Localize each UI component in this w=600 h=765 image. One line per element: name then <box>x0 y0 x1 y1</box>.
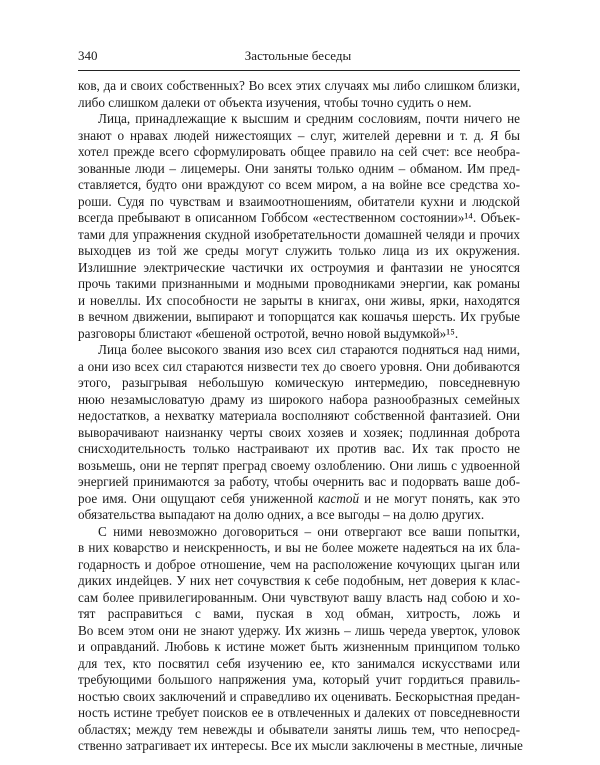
text-line: Во всем этом они не знают удержу. Их жизнь – лишь череда уверток, уловок <box>78 622 520 638</box>
text-line: знают о нравах людей нижестоящих – слуг, жителей деревни и т. д. Я бы <box>78 127 520 143</box>
text-line: хотел прежде всего сформулировать общее правило на сей счет: все необра- <box>78 144 520 159</box>
text-line: возьмешь, они не терпят преград своему озлоблению. Они лишь с удвоенной <box>78 457 520 473</box>
text-line: С ними невозможно договориться – они отвергают все ваши попытки, <box>98 523 520 539</box>
text-line: разговоры блистают «бешеной остротой, вечно новой выдумкой»¹⁵. <box>78 325 459 341</box>
emphasized-word: кастой <box>318 490 360 506</box>
text-line: обязательства выпадают на долю одних, а все выгоды – на долю других. <box>78 507 485 522</box>
text-line: сам более привилегированным. Они чувствуют вашу власть над собою и хо- <box>78 589 520 605</box>
text-line: недостатков, а нехватку материала восполняют собственной фантазией. Они <box>78 408 520 423</box>
text-line: Лица более высокого звания изо всех сил стараются подняться над ними, <box>98 342 520 357</box>
text-line: и оправданий. Любовь к истине может быть жизненным принципом только <box>78 639 520 654</box>
text-line: Излишние электрические частички их остроумия и фантазии не уносятся <box>78 259 520 275</box>
text-line: нюю незамысловатую драму из широкого набора разнообразных семейных <box>78 391 520 407</box>
text-line: зованные люди – лицемеры. Они заняты только одним – обманом. Им пред- <box>78 160 520 176</box>
text-line: тят расправиться с вами, пуская в ход обман, хитрость, ложь и <box>78 606 520 621</box>
text-line: требующими большого напряжения ума, который учит гордиться правиль- <box>78 672 520 687</box>
text-line: областях; между тем невежды и обыватели заняты лишь тем, что непосред- <box>78 721 520 737</box>
text-line: и новеллы. Их способности не зарыты в книгах, они живы, ярки, находятся <box>78 292 520 308</box>
text-line: ность истине требует поисков ее в отвлеченных и далеких от повседневности <box>78 705 520 720</box>
header-rule <box>78 70 520 71</box>
text-line: рое имя. Они ощущают себя униженной кастой и не могут понять, как это <box>78 490 520 506</box>
text-line: а они изо всех сил стараются низвести тех до своего уровня. Они добиваются <box>78 358 520 374</box>
text-line: тами для упражнения скудной изобретательности домашней челяди и прочих <box>78 226 520 242</box>
running-head: Застольные беседы <box>244 48 352 63</box>
text-line: ков, да и своих собственных? Во всех этих случаях мы либо слишком близки, <box>78 78 520 93</box>
text-line: выходцев из той же среды могут служить только лица из их окружения. <box>78 243 520 258</box>
page-header <box>78 48 518 68</box>
body-text <box>78 78 523 755</box>
paragraph <box>78 523 523 755</box>
text-line: снисходительность только настраивают их против вас. Их так просто не <box>78 441 520 456</box>
text-line: ностью своих заключений и справедливо их оценивать. Бескорыстная предан- <box>78 688 520 704</box>
text-line: прочь такими признанными и модными проводниками энергии, как романы <box>78 276 520 291</box>
text-line: энергией принимаются за работу, чтобы очернить вас и подорвать ваше доб- <box>78 474 520 489</box>
text-line: либо слишком далеки от объекта изучения, чтобы точно судить о нем. <box>78 94 472 110</box>
text-line: ставляется, будто они враждуют со всем миром, а на войне все средства хо- <box>78 177 520 192</box>
text-line: Лица, принадлежащие к высшим и средним сословиям, почти ничего не <box>98 111 520 126</box>
text-line: выворачивают наизнанку черты своих хозяев и хозяек; подлинная доброта <box>78 424 520 440</box>
text-line: этого, разыгрывая небольшую комическую интермедию, повседневную <box>78 375 520 390</box>
text-line: в них коварство и неискренность, и вы не более можете надеяться на их бла- <box>78 540 520 555</box>
text-line: ственно затрагивает их интересы. Все их мысли заключены в местные, личные <box>78 738 523 753</box>
text-line: для тех, кто посвятил себя изучению ее, кто занимался искусствами или <box>78 655 520 671</box>
page-number: 340 <box>78 48 98 63</box>
text-line: всегда пребывают в описанном Гоббсом «естественном состоянии»¹⁴. Объек- <box>78 210 520 225</box>
text-line: в вечном движении, выпирают и топорщатся как кошачья шерсть. Их грубые <box>78 309 520 324</box>
paragraph <box>78 78 520 111</box>
text-line: диких индейцев. У них нет сочувствия к себе подобным, нет доверия к клас- <box>78 573 520 588</box>
paragraph <box>78 342 520 524</box>
text-line: годарность и доброе отношение, чем на расположение кочующих цыган или <box>78 556 520 572</box>
text-line: роши. Судя по чувствам и взаимоотношениям, обитатели кухни и людской <box>78 193 520 209</box>
paragraph <box>78 111 520 342</box>
